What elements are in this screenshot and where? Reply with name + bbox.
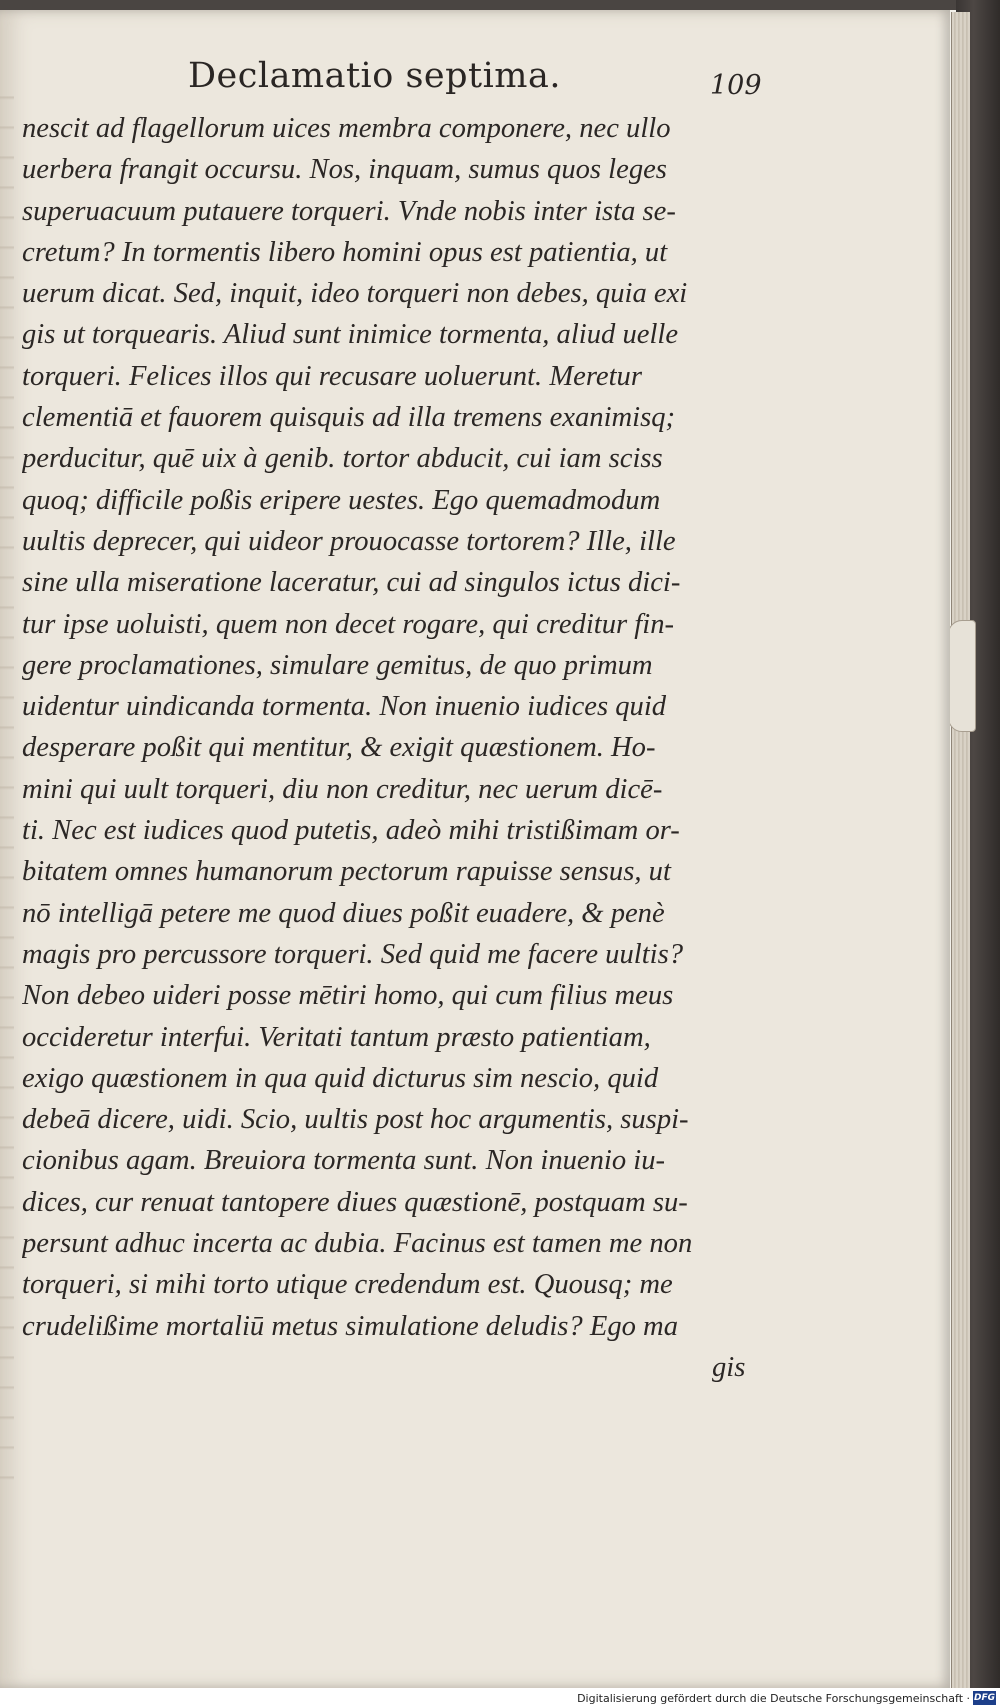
text-line: sine ulla miseratione laceratur, cui ad singulos ictus dici- bbox=[22, 567, 681, 599]
text-line: quoq; difficile poßis eripere uestes. Ego quemadmodum bbox=[22, 484, 661, 516]
gutter-shadow bbox=[0, 70, 14, 1490]
text-line: torqueri. Felices illos qui recusare uoluerunt. Meretur bbox=[22, 360, 642, 392]
page-tab bbox=[948, 620, 976, 732]
text-line: uerum dicat. Sed, inquit, ideo torqueri non debes, quia exi bbox=[22, 278, 688, 310]
page-header bbox=[24, 50, 764, 110]
text-line: exigo quæstionem in qua quid dicturus sim nescio, quid bbox=[22, 1062, 659, 1094]
text-line: crudelißime mortaliū metus simulatione deludis? Ego ma bbox=[22, 1310, 679, 1342]
text-line: nescit ad flagellorum uices membra componere, nec ullo bbox=[22, 113, 671, 144]
text-line: tur ipse uoluisti, quem non decet rogare, qui creditur fin- bbox=[22, 608, 675, 640]
text-line: perducitur, quē uix à genib. tortor abducit, cui iam sciss bbox=[22, 443, 663, 475]
text-line: cionibus agam. Breuiora tormenta sunt. Non inuenio iu- bbox=[22, 1145, 666, 1177]
text-line: magis pro percussore torqueri. Sed quid me facere uultis? bbox=[22, 938, 684, 970]
text-line: superuacuum putauere torqueri. Vnde nobis inter ista se- bbox=[22, 195, 676, 227]
text-line: gis ut torquearis. Aliud sunt inimice tormenta, aliud uelle bbox=[22, 319, 679, 351]
text-line: ti. Nec est iudices quod putetis, adeò mihi tristißimam or- bbox=[22, 815, 680, 847]
text-line: uultis deprecer, qui uideor prouocasse tortorem? Ille, ille bbox=[22, 525, 676, 557]
text-line: persunt adhuc incerta ac dubia. Facinus est tamen me non bbox=[22, 1228, 693, 1260]
text-block bbox=[22, 108, 772, 1508]
text-line: occideretur interfui. Veritati tantum præsto patientiam, bbox=[22, 1021, 651, 1053]
running-head: Declamatio septima. bbox=[188, 56, 561, 96]
text-line: mini qui uult torqueri, diu non creditur, nec uerum dicē- bbox=[22, 773, 663, 805]
text-line: bitatem omnes humanorum pectorum rapuisse sensus, ut bbox=[22, 856, 671, 888]
footer-bar bbox=[0, 1688, 1000, 1707]
text-line: torqueri, si mihi torto utique credendum est. Quousq; me bbox=[22, 1269, 673, 1301]
page-number: 109 bbox=[710, 70, 762, 101]
text-line: desperare poßit qui mentitur, & exigit quæstionem. Ho- bbox=[22, 732, 656, 764]
dfg-logo-icon: DFG bbox=[973, 1693, 995, 1703]
text-line: uidentur uindicanda tormenta. Non inuenio iudices quid bbox=[22, 691, 667, 723]
text-line: nō intelligā petere me quod diues poßit euadere, & penè bbox=[22, 897, 665, 929]
text-line: uerbera frangit occursu. Nos, inquam, sumus quos leges bbox=[22, 154, 667, 186]
scan-top-edge bbox=[0, 0, 1000, 10]
book-page bbox=[0, 10, 950, 1688]
text-line: gis bbox=[712, 1351, 746, 1383]
text-line: debeā dicere, uidi. Scio, uultis post hoc argumentis, suspi- bbox=[22, 1104, 689, 1136]
text-line: dices, cur renuat tantopere diues quæstionē, postquam su- bbox=[22, 1186, 688, 1218]
page-stack-edge bbox=[951, 12, 970, 1688]
digitization-credit: Digitalisierung gefördert durch die Deutsche Forschungsgemeinschaft · bbox=[577, 1692, 970, 1705]
text-line: clementiā et fauorem quisquis ad illa tremens exanimisq; bbox=[22, 402, 676, 434]
text-line: cretum? In tormentis libero homini opus est patientia, ut bbox=[22, 236, 668, 268]
text-line: gere proclamationes, simulare gemitus, de quo primum bbox=[22, 649, 653, 681]
text-line: Non debeo uideri posse mētiri homo, qui cum filius meus bbox=[22, 980, 674, 1012]
